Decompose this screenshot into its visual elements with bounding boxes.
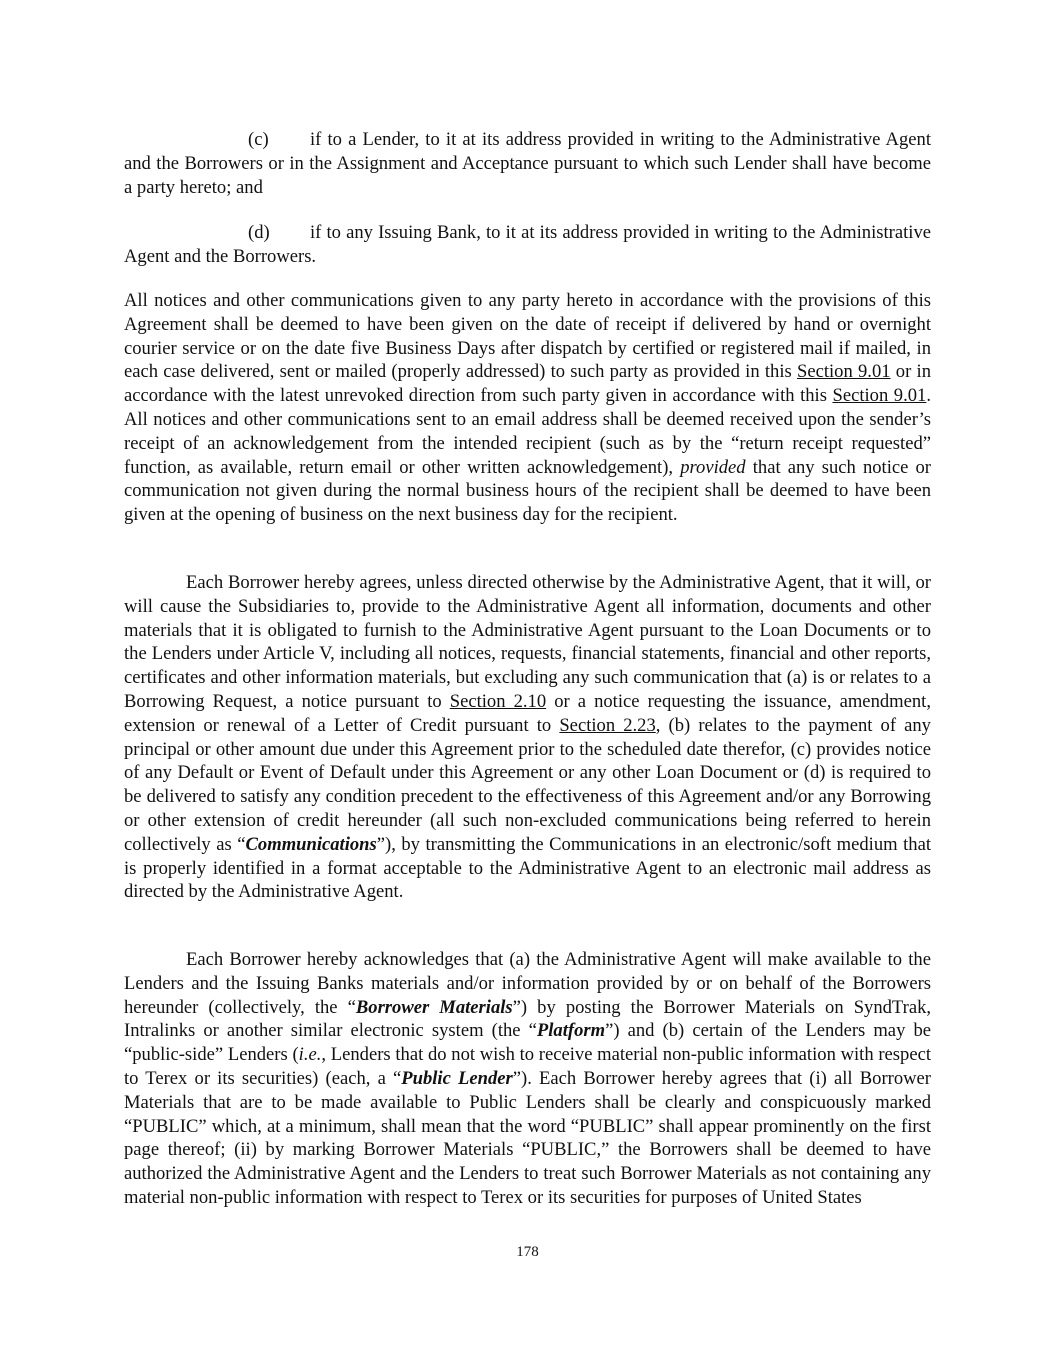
- italic-ie: i.e.: [298, 1044, 322, 1066]
- list-item-d-text: if to any Issuing Bank, to it at its address provided in writing to the Administrative Agent and the Borrowers.: [124, 222, 931, 267]
- section-reference-link[interactable]: Section 9.01: [796, 361, 891, 383]
- agrees-text-3: , (b) relates to the payment of any principal or other amount due under this Agreement prior to the scheduled date therefor, (c) provides notice of any Default or Event of Default under this Agreement or any other Loan Document or (d) is required to be delivered to satisfy any condition precedent to the effectiveness of this Agreement and/or any Borrowing or other extension of credit hereunder (all such non-excluded communications being referred to herein collectively as “: [124, 714, 931, 855]
- ack-text-4: , Lenders that do not wish to receive material non-public information with respect to Terex or its securities) (each, a “: [124, 1044, 932, 1089]
- list-item-d-label: (d): [248, 222, 270, 243]
- defined-term: Communications: [245, 833, 377, 855]
- agrees-text-4: ”), by transmitting the Communications in an electronic/soft medium that is properly identified in a format acceptable to the Administrative Agent to an electronic mail address as directed by the Administrative Agent.: [124, 833, 931, 903]
- borrower-agrees-paragraph: [124, 571, 931, 904]
- ack-text-5: ”). Each Borrower hereby agrees that (i) all Borrower Materials that are to be made available to Public Lenders shall be clearly and conspicuously marked “PUBLIC” which, at a minimum, shall mean that the word “PUBLIC” shall appear prominently on the first page thereof; (ii) by marking Borrower Materials “PUBLIC,” the Borrowers shall be deemed to have authorized the Administrative Agent and the Lenders to treat such Borrower Materials as not containing any material non-public information with respect to Terex or its securities for purposes of United States: [124, 1067, 931, 1208]
- defined-term: Public Lender: [401, 1067, 513, 1089]
- notices-text-4: that any such notice or communication not given during the normal business hours of the recipient shall be deemed to have been given at the opening of business on the next business day for the recipient.: [124, 456, 931, 526]
- defined-term: Borrower Materials: [355, 996, 513, 1018]
- notices-text-3: . All notices and other communications sent to an email address shall be deemed received upon the sender’s receipt of an acknowledgement from the intended recipient (such as by the “return receipt requested” function, as available, return email or other written acknowledgement),: [124, 385, 931, 478]
- section-reference-link[interactable]: Section 2.23: [559, 714, 656, 736]
- defined-term: Platform: [536, 1020, 606, 1042]
- page-number: 178: [516, 1244, 539, 1260]
- notices-text-2: or in accordance with the latest unrevoked direction from such party given in accordance with this: [124, 361, 931, 407]
- section-reference-link[interactable]: Section 9.01: [832, 385, 927, 407]
- list-item-d: [124, 221, 931, 269]
- notices-paragraph: [124, 289, 931, 527]
- ack-text-1: Each Borrower hereby acknowledges that (a) the Administrative Agent will make available to the Lenders and the Issuing Banks materials and/or information provided by or on behalf of the Borrowers hereunder (collectively, the “: [124, 949, 931, 1018]
- list-item-c-label: (c): [248, 129, 269, 150]
- list-item-c: [124, 128, 931, 199]
- agrees-text-2: or a notice requesting the issuance, amendment, extension or renewal of a Letter of Credit pursuant to: [124, 690, 931, 736]
- list-item-c-text: if to a Lender, to it at its address provided in writing to the Administrative Agent and the Borrowers or in the Assignment and Acceptance pursuant to which such Lender shall have become a party hereto; and: [124, 129, 931, 198]
- agrees-text-1: Each Borrower hereby agrees, unless directed otherwise by the Administrative Agent, that it will, or will cause the Subsidiaries to, provide to the Administrative Agent all information, documents and other materials that it is obligated to furnish to the Administrative Agent pursuant to the Loan Documents or to the Lenders under Article V, including all notices, requests, financial statements, financial and other reports, certificates and other information materials, but excluding any such communication that (a) is or relates to a Borrowing Request, a notice pursuant to: [124, 572, 931, 712]
- ack-text-3: ”) and (b) certain of the Lenders may be “public-side” Lenders (: [124, 1020, 932, 1066]
- notices-text-1: All notices and other communications given to any party hereto in accordance with the provisions of this Agreement shall be deemed to have been given on the date of receipt if delivered by hand or overnight courier service or on the date five Business Days after dispatch by certified or registered mail if mailed, in each case delivered, sent or mailed (properly addressed) to such party as provided in this: [124, 290, 931, 383]
- section-reference-link[interactable]: Section 2.10: [449, 690, 547, 712]
- italic-provided: provided: [680, 456, 746, 478]
- ack-text-2: ”) by posting the Borrower Materials on SyndTrak, Intralinks or another similar electronic system (the “: [124, 996, 932, 1042]
- borrower-acknowledges-paragraph: [124, 948, 931, 1210]
